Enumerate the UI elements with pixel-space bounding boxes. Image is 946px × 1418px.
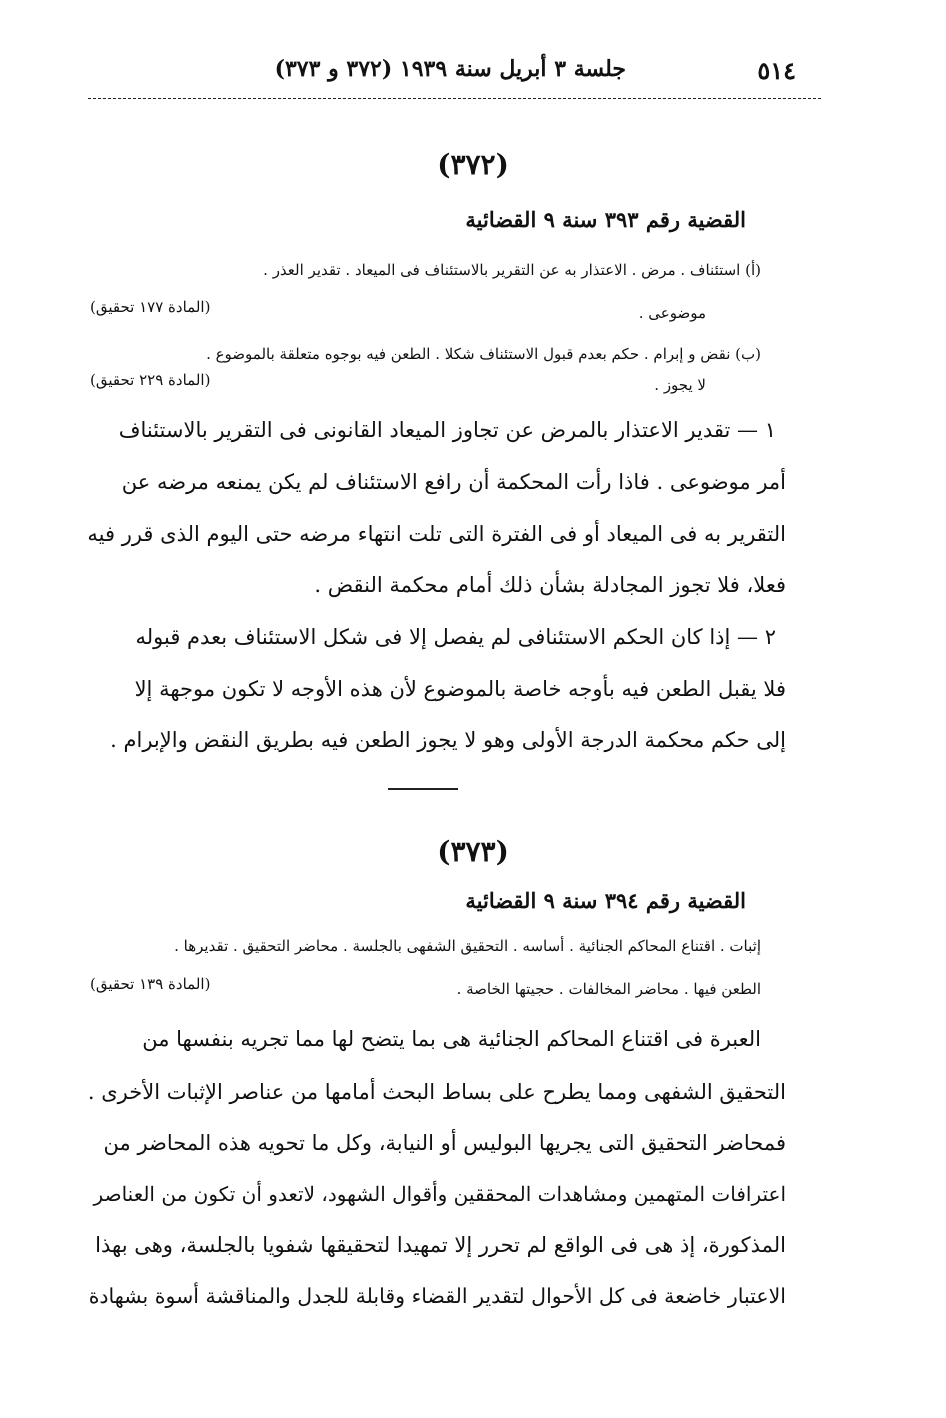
- abstract-line: الطعن فيها . محاضر المخالفات . حجيتها الخاصة .: [456, 980, 761, 998]
- paragraph-line: التحقيق الشفهى ومما يطرح على بساط البحث أمامها من عناصر الإثبات الأخرى .: [87, 1080, 786, 1104]
- paragraph-line: فمحاضر التحقيق التى يجريها البوليس أو النيابة، وكل ما تحويه هذه المحاضر من: [103, 1131, 786, 1155]
- paragraph-line: فعلا، فلا تجوز المجادلة بشأن ذلك أمام محكمة النقض .: [314, 573, 786, 597]
- abstract-line: لا يجوز .: [654, 376, 706, 394]
- paragraph-line: التقرير به فى الميعاد أو فى الفترة التى تلت انتهاء مرضه حتى اليوم الذى قرر فيه: [87, 522, 786, 546]
- section-divider: [388, 788, 458, 790]
- abstract-line: (أ) استئناف . مرض . الاعتذار به عن التقرير بالاستئناف فى الميعاد . تقدير العذر .: [263, 261, 761, 279]
- abstract-article-ref: (المادة ١٣٩ تحقيق): [90, 975, 211, 993]
- case-number: (٣٧٣): [437, 835, 509, 868]
- abstract-line: موضوعى .: [638, 304, 706, 322]
- paragraph-line: الاعتبار خاضعة فى كل الأحوال لتقدير القضاء وقابلة للجدل والمناقشة أسوة بشهادة: [88, 1284, 786, 1308]
- abstract-line: إثبات . اقتناع المحاكم الجنائية . أساسه . التحقيق الشفهى بالجلسة . محاضر التحقيق . تقديرها .: [174, 937, 761, 955]
- abstract-line: (ب) نقض و إبرام . حكم بعدم قبول الاستئناف شكلا . الطعن فيه بوجوه متعلقة بالموضوع .: [206, 345, 761, 363]
- paragraph-line: المذكورة، إذ هى فى الواقع لم تحرر إلا تمهيدا لتحقيقها شفويا بالجلسة، وهى بهذا: [95, 1233, 786, 1257]
- paragraph-line: ٢ — إذا كان الحكم الاستئنافى لم يفصل إلا فى شكل الاستئناف بعدم قبوله: [135, 625, 776, 649]
- case-reference: القضية رقم ٣٩٤ سنة ٩ القضائية: [465, 888, 746, 913]
- running-header: جلسة ٣ أبريل سنة ١٩٣٩ (٣٧٢ و ٣٧٣): [274, 56, 626, 82]
- abstract-article-ref: (المادة ١٧٧ تحقيق): [90, 298, 211, 316]
- paragraph-line: فلا يقبل الطعن فيه بأوجه خاصة بالموضوع لأن هذه الأوجه لا تكون موجهة إلا: [134, 677, 786, 701]
- case-number: (٣٧٢): [437, 148, 509, 181]
- abstract-article-ref: (المادة ٢٢٩ تحقيق): [90, 371, 211, 389]
- page-number: ٥١٤: [757, 56, 796, 85]
- paragraph-line: إلى حكم محكمة الدرجة الأولى وهو لا يجوز الطعن فيه بطريق النقض والإبرام .: [110, 728, 786, 752]
- paragraph-line: اعترافات المتهمين ومشاهدات المحققين وأقوال الشهود، لاتعدو أن تكون من العناصر: [93, 1182, 786, 1206]
- paragraph-line: ١ — تقدير الاعتذار بالمرض عن تجاوز الميعاد القانونى فى التقرير بالاستئناف: [118, 418, 776, 442]
- case-reference: القضية رقم ٣٩٣ سنة ٩ القضائية: [465, 207, 746, 232]
- paragraph-line: العبرة فى اقتناع المحاكم الجنائية هى بما يتضح لها مما تجريه بنفسها من: [142, 1027, 761, 1051]
- paragraph-line: أمر موضوعى . فاذا رأت المحكمة أن رافع الاستئناف لم يكن يمنعه مرضه عن: [121, 470, 786, 494]
- header-rule: [88, 98, 821, 99]
